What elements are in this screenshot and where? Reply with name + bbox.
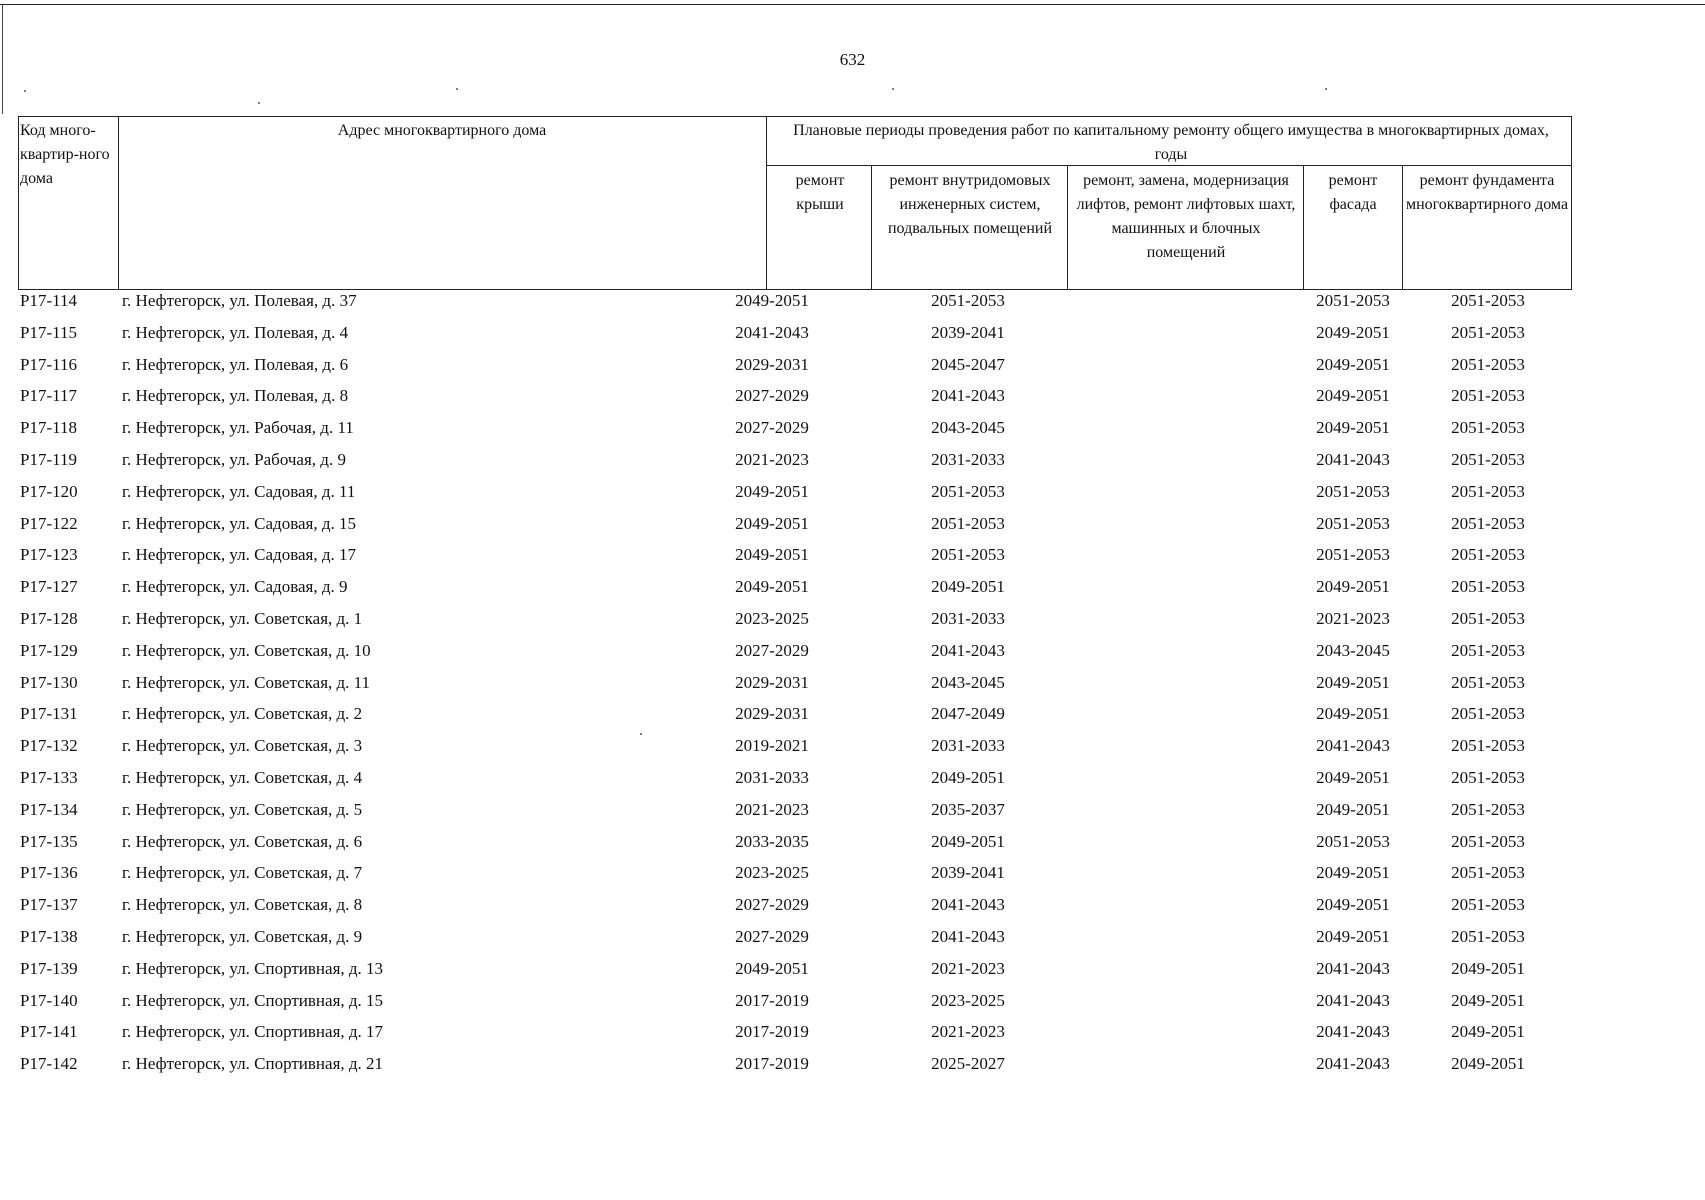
cell-code: P17-135 xyxy=(20,831,78,851)
cell-roof: 2027-2029 xyxy=(735,895,809,915)
cell-facade: 2051-2053 xyxy=(1316,291,1390,310)
cell-facade: 2041-2043 xyxy=(1316,736,1390,756)
cell-facade: 2049-2051 xyxy=(1316,799,1390,819)
cell-facade: 2041-2043 xyxy=(1316,449,1390,469)
cell-engineering: 2043-2045 xyxy=(931,418,1005,438)
cell-foundation: 2051-2053 xyxy=(1451,895,1525,915)
table-row xyxy=(18,481,1578,513)
header-rule xyxy=(871,165,872,290)
cell-facade: 2041-2043 xyxy=(1316,990,1390,1010)
cell-roof: 2021-2023 xyxy=(735,449,809,469)
table-row xyxy=(18,926,1578,958)
cell-facade: 2049-2051 xyxy=(1316,704,1390,724)
cell-address: г. Нефтегорск, ул. Спортивная, д. 15 xyxy=(122,990,384,1010)
cell-foundation: 2049-2051 xyxy=(1451,990,1525,1010)
cell-engineering: 2031-2033 xyxy=(931,608,1005,628)
cell-address: г. Нефтегорск, ул. Полевая, д. 4 xyxy=(122,322,349,342)
cell-engineering: 2041-2043 xyxy=(931,926,1005,946)
cell-foundation: 2049-2051 xyxy=(1451,958,1525,978)
cell-address: г. Нефтегорск, ул. Советская, д. 1 xyxy=(122,608,363,628)
cell-code: P17-120 xyxy=(20,481,78,501)
cell-facade: 2041-2043 xyxy=(1316,958,1390,978)
table-body xyxy=(18,290,1578,1085)
cell-engineering: 2051-2053 xyxy=(931,481,1005,501)
cell-foundation: 2049-2051 xyxy=(1451,1022,1525,1042)
header-planned-periods: Плановые периоды проведения работ по капитальному ремонту общего имущества в многоквартирных домах, годы xyxy=(793,122,1549,163)
cell-address: г. Нефтегорск, ул. Полевая, д. 37 xyxy=(122,291,357,310)
cell-facade: 2051-2053 xyxy=(1316,513,1390,533)
cell-facade: 2049-2051 xyxy=(1316,354,1390,374)
cell-engineering: 2021-2023 xyxy=(931,1022,1005,1042)
cell-address: г. Нефтегорск, ул. Рабочая, д. 11 xyxy=(122,418,354,438)
cell-foundation: 2051-2053 xyxy=(1451,513,1525,533)
header-rule xyxy=(1303,165,1304,290)
cell-address: г. Нефтегорск, ул. Советская, д. 6 xyxy=(122,831,363,851)
table-row xyxy=(18,1021,1578,1053)
cell-facade: 2021-2023 xyxy=(1316,608,1390,628)
table-row xyxy=(18,449,1578,481)
cell-roof: 2029-2031 xyxy=(735,354,809,374)
scan-speck xyxy=(258,102,260,104)
cell-facade: 2049-2051 xyxy=(1316,926,1390,946)
cell-code: P17-123 xyxy=(20,545,78,565)
header-code: Код много-квартир-ного дома xyxy=(20,122,110,187)
cell-foundation: 2051-2053 xyxy=(1451,545,1525,565)
cell-roof: 2029-2031 xyxy=(735,704,809,724)
table-row xyxy=(18,799,1578,831)
table-row xyxy=(18,385,1578,417)
cell-address: г. Нефтегорск, ул. Советская, д. 8 xyxy=(122,895,363,915)
cell-roof: 2017-2019 xyxy=(735,1054,809,1074)
table-row xyxy=(18,767,1578,799)
table-row xyxy=(18,958,1578,990)
cell-engineering: 2039-2041 xyxy=(931,322,1005,342)
cell-address: г. Нефтегорск, ул. Спортивная, д. 17 xyxy=(122,1022,384,1042)
cell-roof: 2049-2051 xyxy=(735,958,809,978)
cell-roof: 2033-2035 xyxy=(735,831,809,851)
cell-code: P17-129 xyxy=(20,640,78,660)
cell-facade: 2041-2043 xyxy=(1316,1022,1390,1042)
cell-facade: 2043-2045 xyxy=(1316,640,1390,660)
cell-facade: 2051-2053 xyxy=(1316,481,1390,501)
header-rule xyxy=(18,116,1572,117)
header-foundation: ремонт фундамента многоквартирного дома xyxy=(1405,172,1569,213)
cell-address: г. Нефтегорск, ул. Полевая, д. 6 xyxy=(122,354,349,374)
cell-engineering: 2031-2033 xyxy=(931,736,1005,756)
cell-code: P17-137 xyxy=(20,895,78,915)
cell-address: г. Нефтегорск, ул. Садовая, д. 15 xyxy=(122,513,357,533)
cell-roof: 2027-2029 xyxy=(735,386,809,406)
cell-facade: 2051-2053 xyxy=(1316,831,1390,851)
table-row xyxy=(18,354,1578,386)
cell-roof: 2021-2023 xyxy=(735,799,809,819)
table-row xyxy=(18,703,1578,735)
cell-address: г. Нефтегорск, ул. Советская, д. 9 xyxy=(122,926,363,946)
table-row xyxy=(18,894,1578,926)
cell-facade: 2041-2043 xyxy=(1316,1054,1390,1074)
cell-foundation: 2049-2051 xyxy=(1451,1054,1525,1074)
cell-address: г. Нефтегорск, ул. Спортивная, д. 21 xyxy=(122,1054,384,1074)
cell-roof: 2049-2051 xyxy=(735,545,809,565)
table-row xyxy=(18,513,1578,545)
cell-foundation: 2051-2053 xyxy=(1451,640,1525,660)
cell-code: P17-117 xyxy=(20,386,77,406)
cell-address: г. Нефтегорск, ул. Садовая, д. 9 xyxy=(122,577,348,597)
cell-engineering: 2051-2053 xyxy=(931,291,1005,310)
table-row xyxy=(18,417,1578,449)
header-rule xyxy=(766,116,767,290)
cell-roof: 2049-2051 xyxy=(735,513,809,533)
cell-code: P17-132 xyxy=(20,736,78,756)
header-lifts: ремонт, замена, модернизация лифтов, ремонт лифтовых шахт, машинных и блочных помещений xyxy=(1076,172,1296,261)
cell-facade: 2051-2053 xyxy=(1316,545,1390,565)
cell-engineering: 2031-2033 xyxy=(931,449,1005,469)
cell-facade: 2049-2051 xyxy=(1316,418,1390,438)
cell-facade: 2049-2051 xyxy=(1316,386,1390,406)
cell-address: г. Нефтегорск, ул. Советская, д. 5 xyxy=(122,799,363,819)
top-border-line xyxy=(0,4,1705,5)
cell-facade: 2049-2051 xyxy=(1316,322,1390,342)
header-rule xyxy=(18,116,19,290)
cell-engineering: 2051-2053 xyxy=(931,545,1005,565)
cell-roof: 2049-2051 xyxy=(735,291,809,310)
header-engineering: ремонт внутридомовых инженерных систем, подвальных помещений xyxy=(887,172,1052,237)
header-rule xyxy=(1571,116,1572,290)
cell-foundation: 2051-2053 xyxy=(1451,354,1525,374)
cell-facade: 2049-2051 xyxy=(1316,767,1390,787)
cell-foundation: 2051-2053 xyxy=(1451,831,1525,851)
cell-facade: 2049-2051 xyxy=(1316,577,1390,597)
cell-roof: 2023-2025 xyxy=(735,608,809,628)
cell-engineering: 2035-2037 xyxy=(931,799,1005,819)
cell-address: г. Нефтегорск, ул. Советская, д. 4 xyxy=(122,767,363,787)
cell-roof: 2027-2029 xyxy=(735,640,809,660)
cell-foundation: 2051-2053 xyxy=(1451,863,1525,883)
cell-code: P17-134 xyxy=(20,799,78,819)
cell-facade: 2049-2051 xyxy=(1316,895,1390,915)
table-row xyxy=(18,990,1578,1022)
cell-code: P17-114 xyxy=(20,291,77,310)
table-row xyxy=(18,544,1578,576)
cell-roof: 2017-2019 xyxy=(735,990,809,1010)
cell-engineering: 2049-2051 xyxy=(931,577,1005,597)
scan-speck xyxy=(456,88,458,90)
cell-engineering: 2039-2041 xyxy=(931,863,1005,883)
cell-facade: 2049-2051 xyxy=(1316,863,1390,883)
scan-speck xyxy=(1325,88,1327,90)
cell-address: г. Нефтегорск, ул. Советская, д. 2 xyxy=(122,704,363,724)
cell-address: г. Нефтегорск, ул. Садовая, д. 11 xyxy=(122,481,356,501)
scan-speck xyxy=(24,90,26,92)
cell-foundation: 2051-2053 xyxy=(1451,926,1525,946)
header-address: Адрес многоквартирного дома xyxy=(337,122,547,139)
cell-engineering: 2045-2047 xyxy=(931,354,1005,374)
cell-foundation: 2051-2053 xyxy=(1451,767,1525,787)
cell-address: г. Нефтегорск, ул. Рабочая, д. 9 xyxy=(122,449,346,469)
cell-engineering: 2051-2053 xyxy=(931,513,1005,533)
cell-foundation: 2051-2053 xyxy=(1451,418,1525,438)
cell-code: P17-122 xyxy=(20,513,78,533)
cell-code: P17-130 xyxy=(20,672,78,692)
cell-roof: 2029-2031 xyxy=(735,672,809,692)
table-row xyxy=(18,640,1578,672)
cell-address: г. Нефтегорск, ул. Советская, д. 7 xyxy=(122,863,363,883)
table-row xyxy=(18,290,1578,322)
cell-code: P17-140 xyxy=(20,990,78,1010)
cell-roof: 2027-2029 xyxy=(735,418,809,438)
cell-address: г. Нефтегорск, ул. Советская, д. 11 xyxy=(122,672,371,692)
table-row xyxy=(18,576,1578,608)
header-facade: ремонт фасада xyxy=(1328,172,1378,213)
cell-roof: 2023-2025 xyxy=(735,863,809,883)
cell-address: г. Нефтегорск, ул. Садовая, д. 17 xyxy=(122,545,357,565)
cell-roof: 2017-2019 xyxy=(735,1022,809,1042)
cell-foundation: 2051-2053 xyxy=(1451,322,1525,342)
cell-engineering: 2041-2043 xyxy=(931,386,1005,406)
cell-roof: 2031-2033 xyxy=(735,767,809,787)
cell-code: P17-141 xyxy=(20,1022,78,1042)
table-row xyxy=(18,831,1578,863)
cell-roof: 2049-2051 xyxy=(735,577,809,597)
cell-roof: 2019-2021 xyxy=(735,736,809,756)
cell-engineering: 2021-2023 xyxy=(931,958,1005,978)
cell-code: P17-115 xyxy=(20,322,77,342)
cell-foundation: 2051-2053 xyxy=(1451,736,1525,756)
table-row xyxy=(18,322,1578,354)
cell-roof: 2049-2051 xyxy=(735,481,809,501)
cell-engineering: 2025-2027 xyxy=(931,1054,1005,1074)
table-row xyxy=(18,862,1578,894)
cell-roof: 2027-2029 xyxy=(735,926,809,946)
cell-roof: 2041-2043 xyxy=(735,322,809,342)
cell-foundation: 2051-2053 xyxy=(1451,704,1525,724)
cell-code: P17-131 xyxy=(20,704,78,724)
header-rule xyxy=(1067,165,1068,290)
cell-engineering: 2041-2043 xyxy=(931,895,1005,915)
header-roof: ремонт крыши xyxy=(795,172,845,213)
cell-foundation: 2051-2053 xyxy=(1451,291,1525,310)
cell-code: P17-138 xyxy=(20,926,78,946)
cell-code: P17-128 xyxy=(20,608,78,628)
cell-code: P17-116 xyxy=(20,354,77,374)
header-rule xyxy=(1402,165,1403,290)
cell-foundation: 2051-2053 xyxy=(1451,577,1525,597)
table-header xyxy=(18,116,1572,290)
cell-foundation: 2051-2053 xyxy=(1451,386,1525,406)
page-number: 632 xyxy=(839,50,866,69)
cell-code: P17-119 xyxy=(20,449,77,469)
cell-code: P17-118 xyxy=(20,418,77,438)
cell-address: г. Нефтегорск, ул. Советская, д. 10 xyxy=(122,640,371,660)
table-row xyxy=(18,672,1578,704)
cell-engineering: 2049-2051 xyxy=(931,831,1005,851)
table-row xyxy=(18,1053,1578,1085)
cell-code: P17-139 xyxy=(20,958,78,978)
cell-foundation: 2051-2053 xyxy=(1451,449,1525,469)
cell-facade: 2049-2051 xyxy=(1316,672,1390,692)
cell-engineering: 2049-2051 xyxy=(931,767,1005,787)
cell-foundation: 2051-2053 xyxy=(1451,799,1525,819)
cell-engineering: 2047-2049 xyxy=(931,704,1005,724)
table-row xyxy=(18,735,1578,767)
cell-engineering: 2043-2045 xyxy=(931,672,1005,692)
cell-code: P17-133 xyxy=(20,767,78,787)
cell-foundation: 2051-2053 xyxy=(1451,608,1525,628)
cell-foundation: 2051-2053 xyxy=(1451,672,1525,692)
table-row xyxy=(18,608,1578,640)
cell-address: г. Нефтегорск, ул. Советская, д. 3 xyxy=(122,736,363,756)
cell-engineering: 2023-2025 xyxy=(931,990,1005,1010)
cell-code: P17-142 xyxy=(20,1054,78,1074)
cell-code: P17-127 xyxy=(20,577,78,597)
cell-code: P17-136 xyxy=(20,863,78,883)
cell-engineering: 2041-2043 xyxy=(931,640,1005,660)
cell-address: г. Нефтегорск, ул. Полевая, д. 8 xyxy=(122,386,349,406)
cell-address: г. Нефтегорск, ул. Спортивная, д. 13 xyxy=(122,958,384,978)
cell-foundation: 2051-2053 xyxy=(1451,481,1525,501)
scan-speck xyxy=(892,88,894,90)
